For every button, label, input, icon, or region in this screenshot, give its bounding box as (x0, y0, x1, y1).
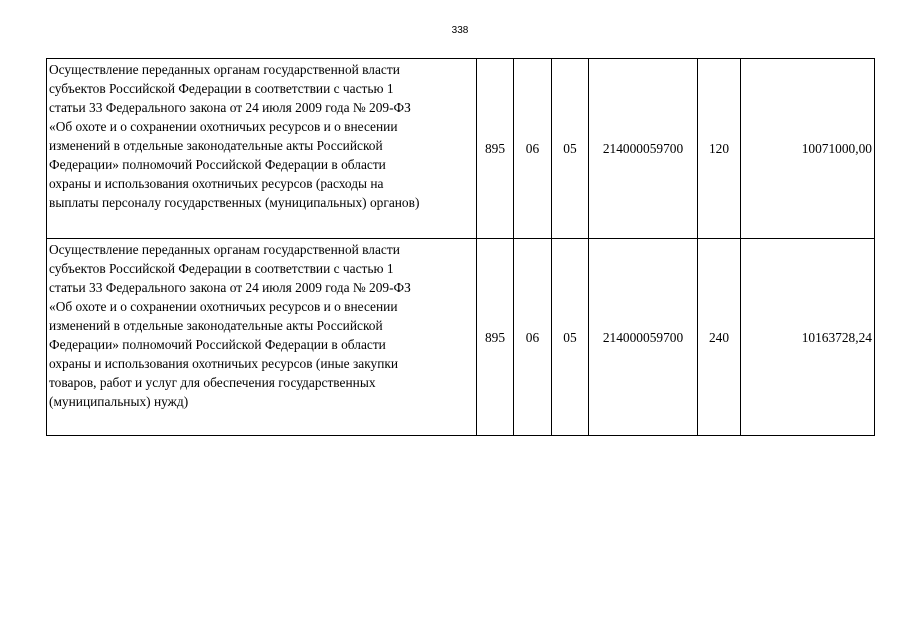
section-code: 06 (514, 59, 552, 239)
description-line: Осуществление переданных органам государственной власти (49, 62, 400, 77)
subsection-code: 05 (552, 59, 589, 239)
description-line: изменений в отдельные законодательные акты Российской (49, 318, 383, 333)
description-line: субъектов Российской Федерации в соответствии с частью 1 (49, 261, 394, 276)
budget-table (46, 58, 875, 436)
description-line: охраны и использования охотничьих ресурсов (расходы на (49, 176, 384, 191)
ministry-code: 895 (477, 59, 514, 239)
description-line: выплаты персоналу государственных (муниципальных) органов) (49, 195, 420, 210)
description-line: Осуществление переданных органам государственной власти (49, 242, 400, 257)
description-line: Федерации» полномочий Российской Федерации в области (49, 337, 386, 352)
description-line: субъектов Российской Федерации в соответствии с частью 1 (49, 81, 394, 96)
subsection-code: 05 (552, 239, 589, 436)
target-article-code: 214000059700 (589, 59, 698, 239)
amount: 10071000,00 (741, 59, 875, 239)
description-line: Федерации» полномочий Российской Федерации в области (49, 157, 386, 172)
description-line: «Об охоте и о сохранении охотничьих ресурсов и о внесении (49, 299, 398, 314)
description-line: (муниципальных) нужд) (49, 394, 189, 409)
section-code: 06 (514, 239, 552, 436)
description-line: «Об охоте и о сохранении охотничьих ресурсов и о внесении (49, 119, 398, 134)
expense-description (47, 239, 477, 436)
ministry-code: 895 (477, 239, 514, 436)
description-line: статьи 33 Федерального закона от 24 июля 2009 года № 209-ФЗ (49, 280, 411, 295)
page-number: 338 (451, 25, 469, 36)
amount: 10163728,24 (741, 239, 875, 436)
table-row (47, 239, 875, 436)
description-line: статьи 33 Федерального закона от 24 июля 2009 года № 209-ФЗ (49, 100, 411, 115)
description-line: изменений в отдельные законодательные акты Российской (49, 138, 383, 153)
expense-type-code: 120 (698, 59, 741, 239)
expense-type-code: 240 (698, 239, 741, 436)
description-line: товаров, работ и услуг для обеспечения государственных (49, 375, 376, 390)
table-row (47, 59, 875, 239)
target-article-code: 214000059700 (589, 239, 698, 436)
expense-description (47, 59, 477, 239)
description-line: охраны и использования охотничьих ресурсов (иные закупки (49, 356, 399, 371)
